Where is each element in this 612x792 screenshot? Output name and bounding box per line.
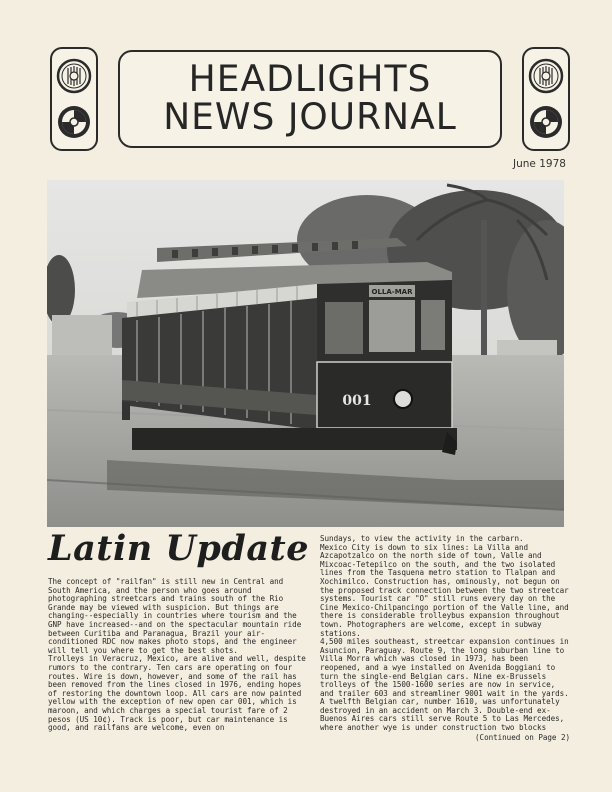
article-paragraph: Trolleys in Veracruz, Mexico, are alive and well, despite rumors to the contrary. Ten cars are operating on four routes. Wire is down, however, and some of the rail has been removed from the lines closed in 1976, ending hopes of restoring the downtown loop. All cars are now painted yellow with the exception of new open car 001, which is maroon, and which charges a special tourist fare of 2 pesos (US 10¢). Track is poor, but car maintenance is good, and railfans are welcome, even on xyxy=(48,654,306,733)
headlight-lamp-icon xyxy=(56,58,92,94)
logo-right xyxy=(522,47,570,151)
continued-link[interactable]: (Continued on Page 2) xyxy=(475,732,570,742)
article-paragraph: Mexico City is down to six lines: La Villa and Azcapotzalco on the north side of town, Valle and Mixcoac-Tetepilco on the south, and the two isolated lines from the Tasquena metro station to Tlalpan and Xochimilco. Construction has, ominously, not begun on the proposed track connection between the two streetcar systems. Tourist car "O" still runs every day on the Cine Mexico-Chilpancingo portion of the Valle line, and there is considerable trolleybus expansion throughout town. Photographers are welcome, except in subway stations. xyxy=(320,542,569,638)
car-number: 001 xyxy=(342,393,372,409)
masthead xyxy=(50,47,570,155)
title-line-1: HEADLIGHTS xyxy=(188,58,432,101)
article-paragraph: 4,500 miles southeast, streetcar expansion continues in Asuncion, Paraguay. Route 9, the long suburban line to Villa Morra which was closed in 1973, has been reopened, and a wye installed on Avenida Boggiani to turn the single-end Belgian cars. Nine ex-Brussels trolleys of the 1500-1600 series are now in service, and trailer 603 and streamliner 9001 wait in the yards. A twelfth Belgian car, number 1610, was unfortunately destroyed in an accident on March 3. Double-end ex-Buenos Aires cars still serve Route 5 to Las Mercedes, where another wye is under construction two blocks xyxy=(320,637,569,733)
headlight-lamp-icon xyxy=(528,104,564,140)
article-paragraph: The concept of "railfan" is still new in Central and South America, and the person who goes around photographing streetcars and trains south of the Rio Grande may be viewed with suspicion. But things are changing--especially in countries where tourism and the GNP have increased--and on the spectacular mountain ride between Curitiba and Paranagua, Brazil your air-conditioned RDC now makes photo stops, and the engineer will tell you where to get the best shots. xyxy=(48,577,302,655)
article-paragraph: Sundays, to view the activity in the carbarn. xyxy=(320,534,524,543)
headlight-lamp-icon xyxy=(56,104,92,140)
masthead-title xyxy=(118,50,502,148)
issue-date: June 1978 xyxy=(513,158,566,170)
article-column-right xyxy=(320,535,570,742)
title-line-2: NEWS JOURNAL xyxy=(163,96,457,139)
logo-left xyxy=(50,47,98,151)
destination-sign: OLLA-MAR xyxy=(371,288,413,296)
article-headline: Latin Update xyxy=(48,528,309,569)
article-column-left xyxy=(48,578,308,733)
headlight-lamp-icon xyxy=(528,58,564,94)
streetcar-photo xyxy=(47,180,564,527)
